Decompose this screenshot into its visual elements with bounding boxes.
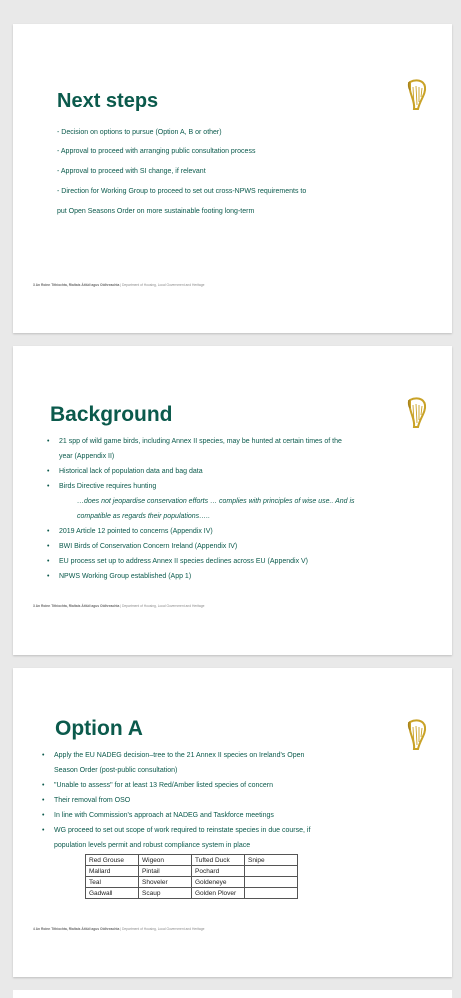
list-item: • EU process set up to address Annex II species declines across EU (Appendix V): [47, 558, 309, 565]
slide-footer: [33, 604, 204, 608]
table-cell: Wigeon: [139, 855, 192, 866]
species-table: [85, 854, 298, 899]
slide-footer: [33, 283, 204, 287]
option-a-bullet-list: [42, 748, 447, 853]
table-row: [86, 855, 298, 866]
list-item: - Approval to proceed with arranging public consultation process: [57, 148, 256, 155]
list-item: • WG proceed to set out scope of work required to reinstate species in due course, if population levels permit and robust compliance system in place: [42, 827, 311, 849]
table-cell: Golden Plover: [192, 888, 245, 899]
table-cell: Shoveler: [139, 877, 192, 888]
slide-title: Option A: [55, 717, 143, 740]
list-item: • Historical lack of population data and bag data: [47, 468, 203, 475]
list-item: • Apply the EU NADEG decision–tree to the 21 Annex II species on Ireland's Open Season Order (post-public consultation): [42, 752, 305, 774]
harp-icon: [406, 78, 428, 112]
footer-department-english: | Department of Housing, Local Government and Heritage: [119, 283, 205, 287]
list-item: • Birds Directive requires hunting: [47, 483, 157, 490]
harp-icon: [406, 718, 428, 752]
list-item: • "Unable to assess" for at least 13 Red/Amber listed species of concern: [42, 782, 273, 789]
slide-footer: [33, 927, 204, 931]
table-row: [86, 888, 298, 899]
list-item: • 21 spp of wild game birds, including Annex II species, may be hunted at certain times of the year (Appendix II): [47, 438, 342, 460]
next-slide-edge: [13, 990, 452, 998]
table-cell: Goldeneye: [192, 877, 245, 888]
table-cell: Teal: [86, 877, 139, 888]
slide-next-steps: [13, 24, 452, 333]
list-item: • In line with Commission's approach at NADEG and Taskforce meetings: [42, 812, 274, 819]
table-cell: Gadwall: [86, 888, 139, 899]
list-item: put Open Seasons Order on more sustainable footing long-term: [57, 208, 255, 215]
list-item: - Direction for Working Group to proceed to set out cross-NPWS requirements to: [57, 188, 307, 195]
harp-icon: [406, 396, 428, 430]
slide-background: [13, 346, 452, 655]
footer-department-english: | Department of Housing, Local Government and Heritage: [119, 927, 205, 931]
list-item: • Their removal from OSO: [42, 797, 131, 804]
table-cell: Snipe: [245, 855, 298, 866]
table-row: [86, 877, 298, 888]
list-item: - Decision on options to pursue (Option A, B or other): [57, 129, 222, 136]
table-cell: Scaup: [139, 888, 192, 899]
table-cell: Tufted Duck: [192, 855, 245, 866]
table-cell: [245, 877, 298, 888]
table-cell: Pintail: [139, 866, 192, 877]
list-item: • 2019 Article 12 pointed to concerns (Appendix IV): [47, 528, 213, 535]
table-cell: [245, 866, 298, 877]
table-cell: Pochard: [192, 866, 245, 877]
table-cell: Mallard: [86, 866, 139, 877]
table-row: [86, 866, 298, 877]
list-item: - Approval to proceed with SI change, if relevant: [57, 168, 206, 175]
footer-department-irish: 3 An Roinn Tithíochta, Rialtais Áitiúil agus Oidhreachta: [33, 604, 120, 608]
list-item: • BWI Birds of Conservation Concern Ireland (Appendix IV): [47, 543, 238, 550]
table-cell: Red Grouse: [86, 855, 139, 866]
background-bullet-list: [47, 434, 447, 584]
quote: …does not jeopardise conservation efforts … complies with principles of wise use.. And is compatible as regards their populations…..: [77, 498, 355, 520]
slide-option-a: [13, 668, 452, 977]
table-cell: [245, 888, 298, 899]
footer-department-irish: 4 An Roinn Tithíochta, Rialtais Áitiúil agus Oidhreachta: [33, 927, 120, 931]
list-item: • NPWS Working Group established (App 1): [47, 573, 192, 580]
slide-title: Background: [50, 403, 173, 426]
slide-title: Next steps: [57, 90, 159, 112]
footer-department-irish: 3 An Roinn Tithíochta, Rialtais Áitiúil agus Oidhreachta: [33, 283, 120, 287]
footer-department-english: | Department of Housing, Local Government and Heritage: [119, 604, 205, 608]
